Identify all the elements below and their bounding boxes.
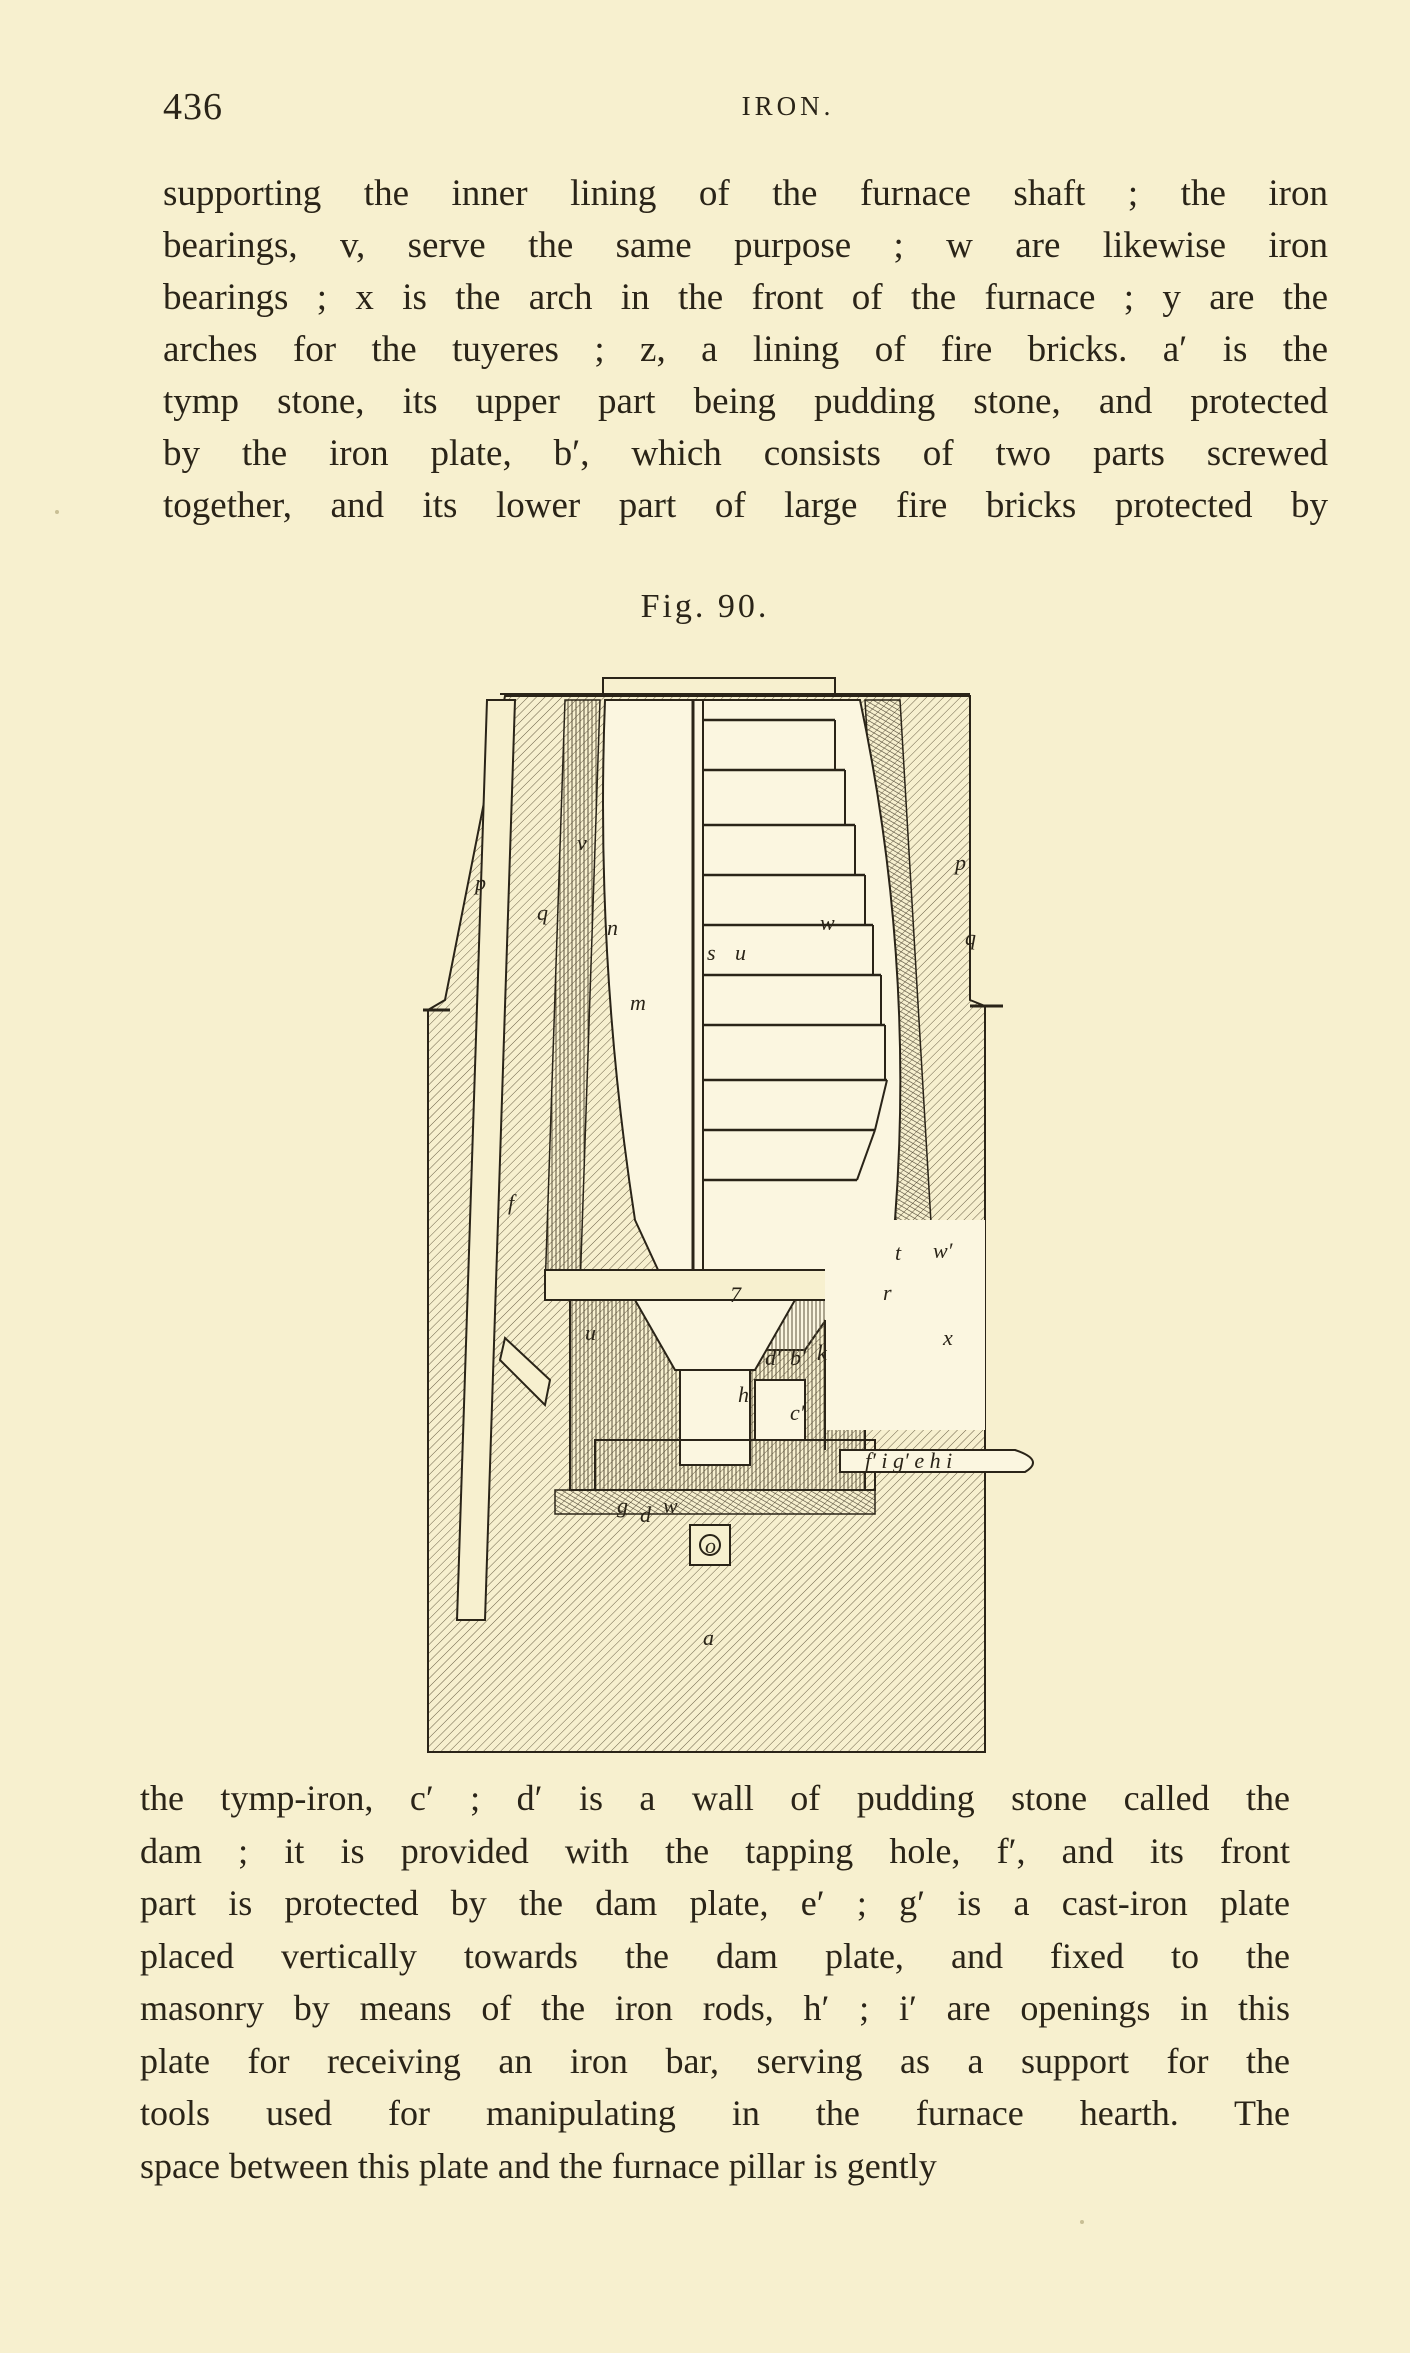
label-q-right: q [965, 925, 976, 950]
label-u-left: u [585, 1320, 596, 1345]
text-line: the tymp-iron, c′ ; d′ is a wall of pudding stone called the [140, 1778, 1290, 1818]
page-number: 436 [163, 86, 223, 128]
label-u: u [735, 940, 746, 965]
text-line: bearings, v, serve the same purpose ; w are likewise iron [163, 225, 1328, 266]
text-line: space between this plate and the furnace pillar is gently [140, 2145, 937, 2186]
label-f-left: f [508, 1190, 515, 1215]
text-line: by the iron plate, b′, which consists of two parts screwed [163, 433, 1328, 474]
label-h: h [738, 1382, 749, 1407]
label-seven: 7 [730, 1282, 741, 1307]
label-x: x [943, 1325, 953, 1350]
page-header [163, 85, 1333, 135]
label-k: k [817, 1340, 827, 1365]
text-line: placed vertically towards the dam plate, and fixed to the [140, 1935, 1290, 1976]
label-r: r [883, 1280, 892, 1305]
label-o: o [705, 1533, 716, 1558]
text-line: dam ; it is provided with the tapping hole, f′, and its front [140, 1830, 1290, 1871]
label-s-inner: s [707, 940, 716, 965]
label-g-bottom: g [617, 1493, 628, 1518]
text-line: plate for receiving an iron bar, serving as a support for the [140, 2040, 1290, 2081]
label-q-left: q [537, 900, 548, 925]
text-line: masonry by means of the iron rods, h′ ; i′ are openings in this [140, 1988, 1290, 2028]
label-p-left: p [475, 870, 486, 895]
figure-caption: Fig. 90. [640, 588, 770, 625]
label-p-right: p [955, 850, 966, 875]
label-t: t [895, 1240, 902, 1265]
text-line: supporting the inner lining of the furnace shaft ; the iron [163, 173, 1328, 214]
text-line: part is protected by the dam plate, e′ ; g′ is a cast-iron plate [140, 1883, 1290, 1923]
label-v-left: v [577, 830, 587, 855]
paragraph-top [163, 168, 1328, 532]
label-a-bottom: a [703, 1625, 714, 1650]
text-line: together, and its lower part of large fire bricks protected by [163, 485, 1328, 526]
furnace-section-figure [395, 660, 1055, 1770]
label-d-prime: d′ [765, 1345, 781, 1370]
label-m-left: m [630, 990, 646, 1015]
text-line: tools used for manipulating in the furnace hearth. The [140, 2093, 1290, 2133]
label-c-prime: c′ [790, 1400, 805, 1425]
paper-speck [1080, 2220, 1084, 2224]
label-w-bottom: w [663, 1493, 678, 1518]
label-d-bottom: d [640, 1502, 651, 1527]
label-w-upper: w [820, 910, 835, 935]
running-title: IRON. [741, 91, 835, 121]
text-line: bearings ; x is the arch in the front of the furnace ; y are the [163, 277, 1328, 318]
label-n-left: n [607, 915, 618, 940]
paragraph-bottom [140, 1772, 1290, 2192]
text-line: arches for the tuyeres ; z, a lining of fire bricks. a′ is the [163, 329, 1328, 370]
text-line: tymp stone, its upper part being pudding stone, and protected [163, 381, 1328, 422]
label-w-right: w′ [933, 1238, 953, 1263]
label-hearth: f′ i g′ e h i [865, 1448, 953, 1473]
label-b-prime: b′ [790, 1345, 806, 1370]
paper-speck [55, 510, 59, 514]
